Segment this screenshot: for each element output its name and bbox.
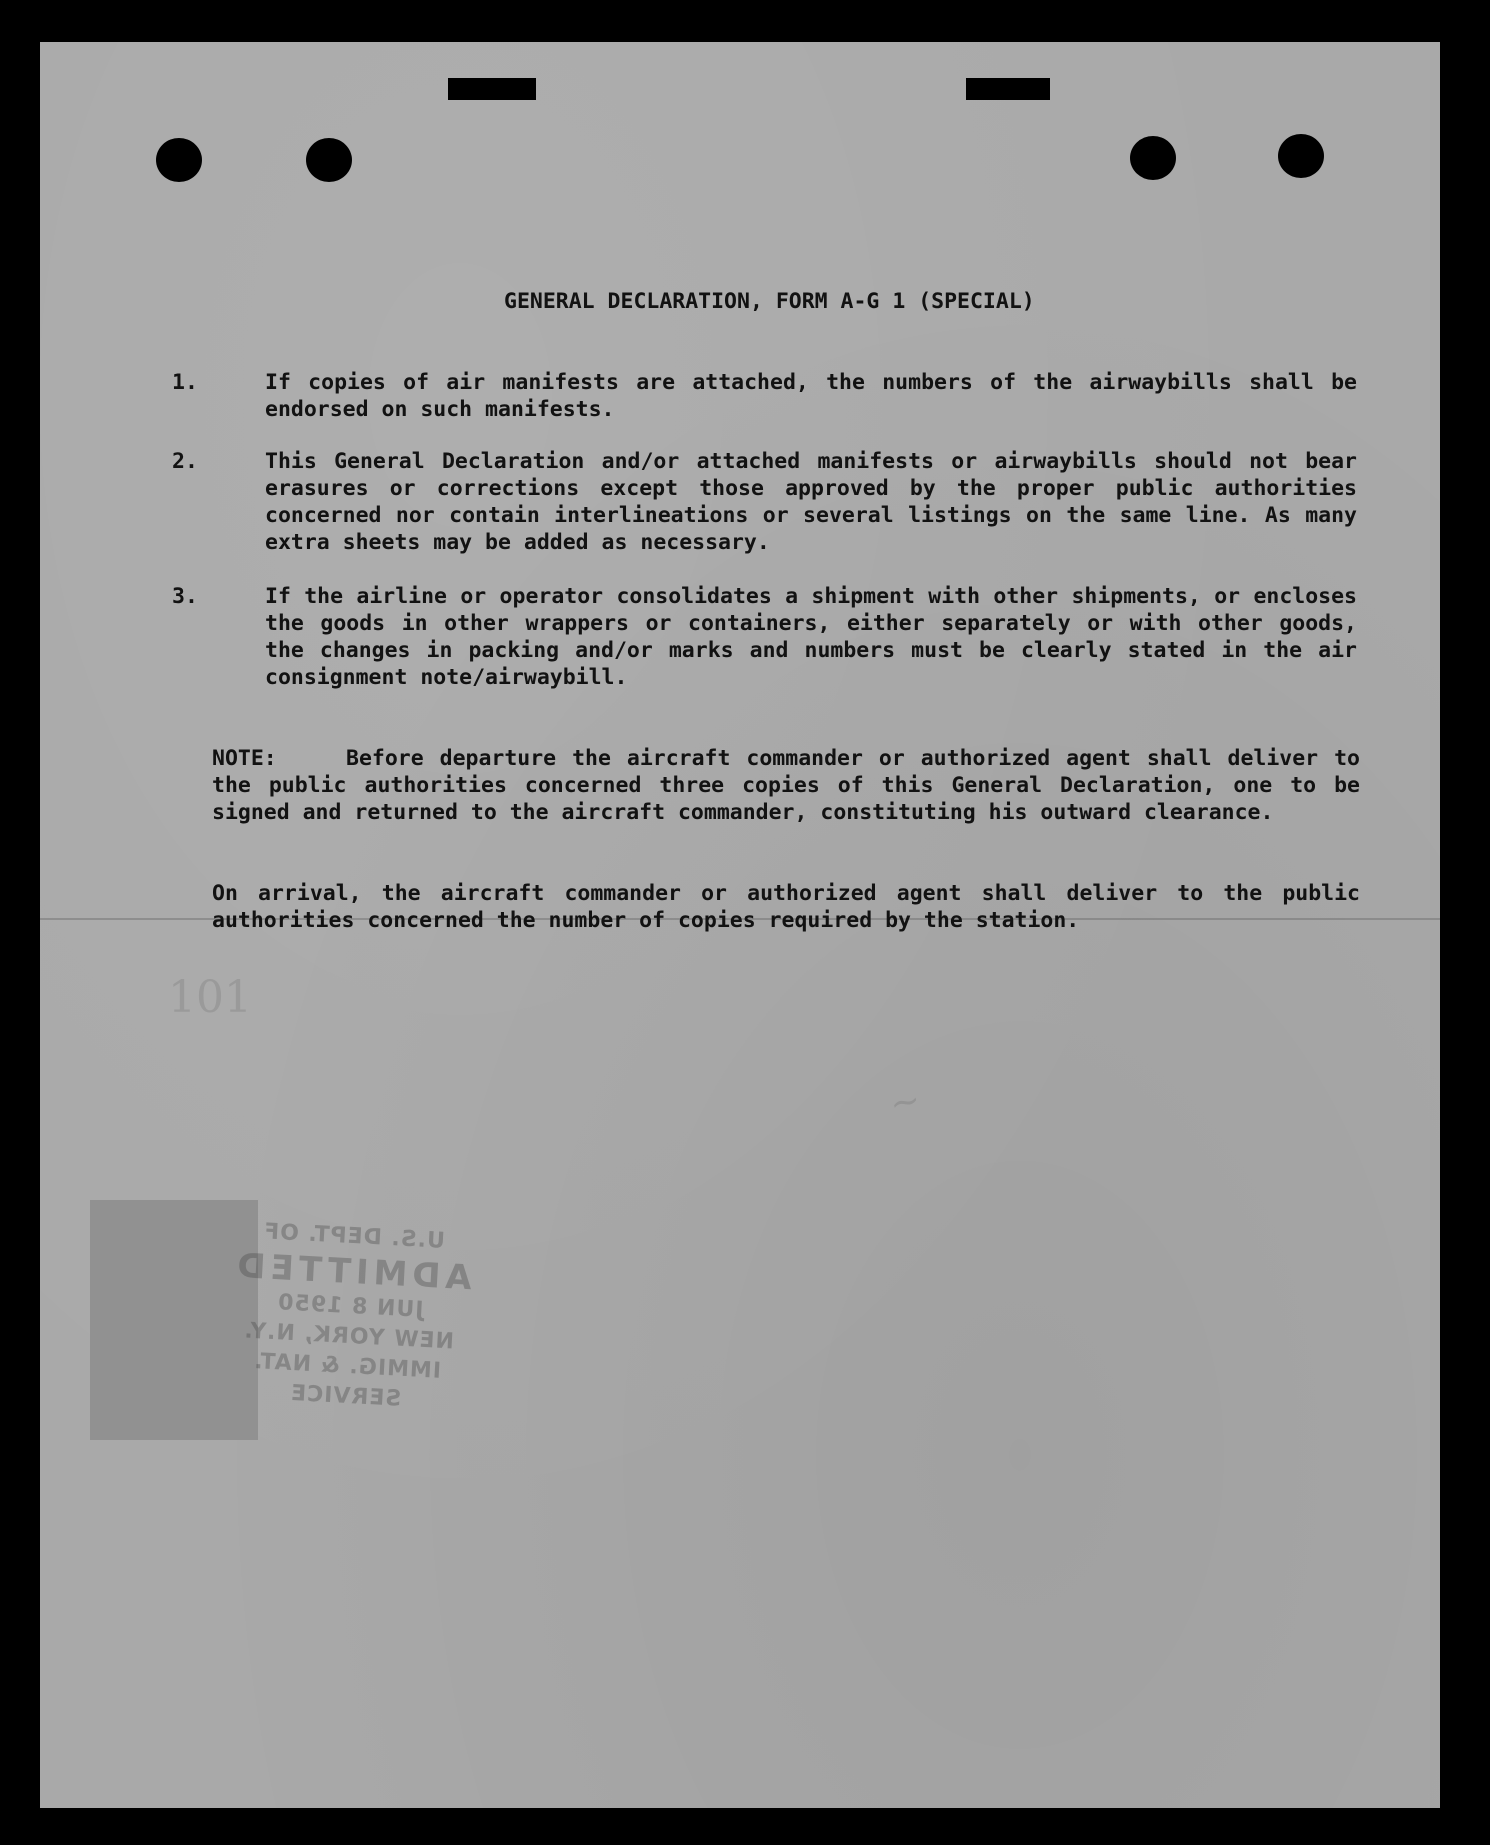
- punch-hole-3: [1130, 136, 1176, 180]
- page-title: GENERAL DECLARATION, FORM A-G 1 (SPECIAL): [504, 289, 1035, 314]
- item-number: 2.: [172, 449, 198, 474]
- stamp-line: JUN 8 1950: [276, 1290, 425, 1323]
- note-label: NOTE:: [212, 746, 277, 771]
- stamp-line: ADMITTED: [231, 1245, 473, 1299]
- stamp-line: IMMIG. & NAT. SERVICE: [252, 1349, 442, 1412]
- document-page: [40, 42, 1440, 1808]
- torn-tab-left: [448, 78, 536, 100]
- item-text: If copies of air manifests are attached, the numbers of the airwaybills shall be endorsed on such manifests.: [265, 370, 1357, 422]
- item-number: 3.: [172, 584, 198, 609]
- note-paragraph: [212, 745, 1360, 826]
- punch-hole-1: [156, 138, 202, 182]
- stamp-line: U.S. DEPT. OF: [262, 1219, 446, 1254]
- admitted-stamp: [210, 1215, 489, 1412]
- item-text: This General Declaration and/or attached manifests or airwaybills should not bear erasures or corrections except those approved by the proper public authorities concerned nor contain interlineations or several listings on the same line. As many extra sheets may be added as necessary.: [265, 449, 1357, 555]
- torn-tab-right: [966, 78, 1050, 100]
- note-text: Before departure the aircraft commander or authorized agent shall deliver to the public authorities concerned three copies of this General Declaration, one to be signed and returned to the aircraft commander, constituting his outward clearance.: [212, 746, 1360, 825]
- punch-hole-2: [306, 138, 352, 182]
- bleed-through-mark: 101: [168, 972, 252, 1023]
- punch-hole-4: [1278, 134, 1324, 178]
- arrival-paragraph: On arrival, the aircraft commander or authorized agent shall deliver to the public authorities concerned the number of copies required by the station.: [212, 881, 1360, 933]
- stamp-line: NEW YORK, N.Y.: [242, 1318, 455, 1355]
- item-number: 1.: [172, 370, 198, 395]
- item-text: If the airline or operator consolidates a shipment with other shipments, or encloses the goods in other wrappers or containers, either separately or with other goods, the changes in packing and/or marks and numbers must be clearly stated in the air consignment note/airwaybill.: [265, 584, 1357, 690]
- bleed-through-handwriting: ~: [886, 1079, 925, 1126]
